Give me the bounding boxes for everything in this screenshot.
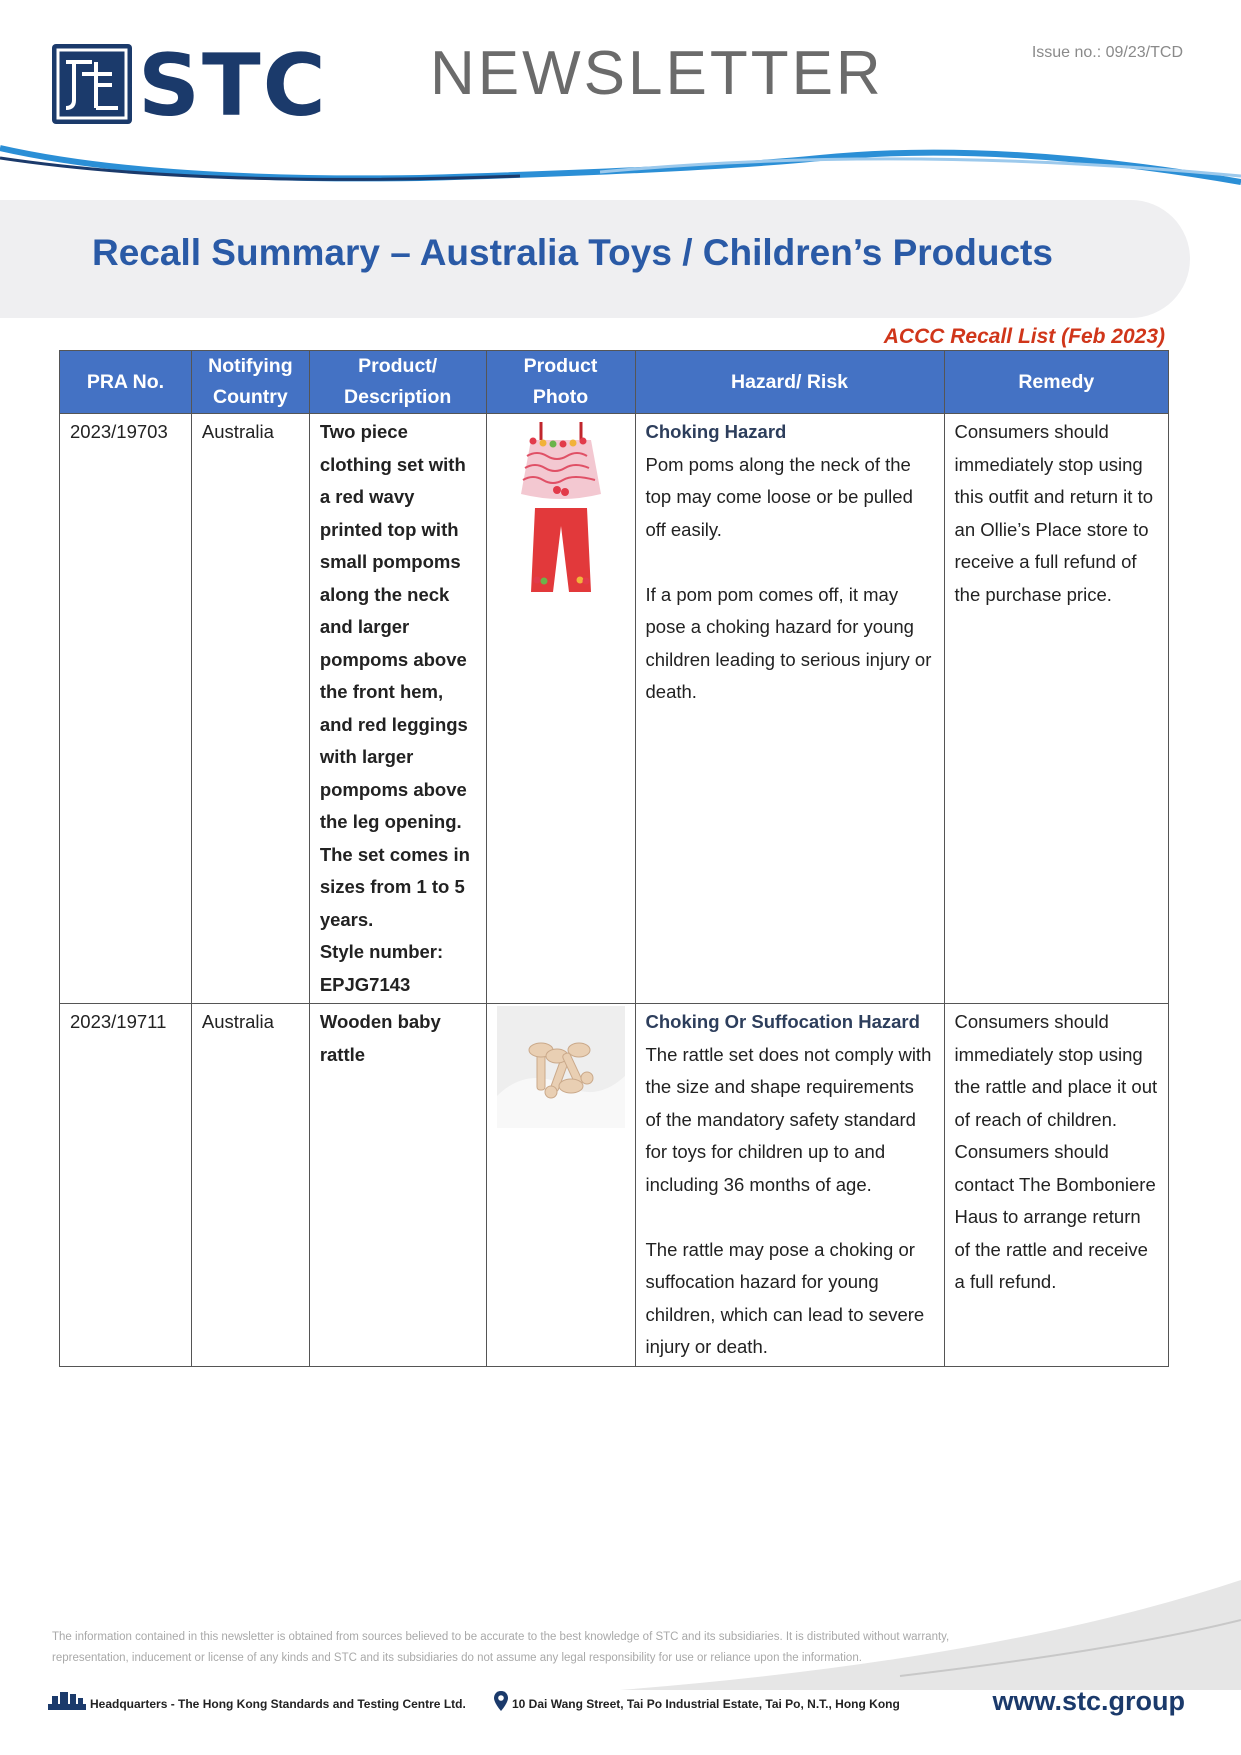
- hazard-risk: [635, 414, 944, 1004]
- headquarters: Headquarters - The Hong Kong Standards and Testing Centre Ltd.: [90, 1697, 466, 1711]
- page-title: Recall Summary – Australia Toys / Children’s Products: [92, 232, 1053, 273]
- pra-number: 2023/19703: [60, 414, 192, 1004]
- product-photo-cell: [486, 414, 635, 1004]
- table-header-row: [60, 351, 1169, 414]
- hazard-consequence: The rattle may pose a choking or suffocation hazard for young children, which can lead to severe injury or death.: [645, 1238, 925, 1357]
- hazard-risk: [635, 1004, 944, 1367]
- header-remedy: Remedy: [944, 351, 1168, 414]
- website-link[interactable]: www.stc.group: [992, 1686, 1185, 1716]
- newsletter-heading: NEWSLETTER: [430, 39, 884, 108]
- header-photo: Product Photo: [486, 351, 635, 414]
- notifying-country: Australia: [191, 414, 309, 1004]
- building-icon: [48, 1690, 86, 1710]
- location-pin-icon: [494, 1691, 508, 1711]
- table-row: [60, 414, 1169, 1004]
- issue-number: Issue no.: 09/23/TCD: [1031, 44, 1183, 61]
- stc-logo-text: STC: [138, 36, 328, 136]
- pra-number: 2023/19711: [60, 1004, 192, 1367]
- clothing-set-photo: [497, 416, 625, 602]
- wooden-rattle-photo: [497, 1006, 625, 1128]
- stc-logo: [52, 36, 352, 136]
- hazard-detail: Pom poms along the neck of the top may come loose or be pulled off easily.: [645, 453, 913, 540]
- address: 10 Dai Wang Street, Tai Po Industrial Estate, Tai Po, N.T., Hong Kong: [512, 1697, 900, 1711]
- stc-logo-mark: [52, 44, 132, 124]
- disclaimer: The information contained in this newsletter is obtained from sources believed to be accurate to the best knowledge of STC and its subsidiaries. It is distributed without warranty, representation, inducement or license of any kinds and STC and its subsidiaries do not assume any legal responsibility for use or reliance upon the information.: [52, 1631, 950, 1664]
- header-pra: PRA No.: [60, 351, 192, 414]
- remedy: Consumers should immediately stop using the rattle and place it out of reach of children. Consumers should contact The Bomboniere Haus to arrange return of the rattle and receive a full refund.: [944, 1004, 1168, 1367]
- product-photo-cell: [486, 1004, 635, 1367]
- hazard-consequence: If a pom pom comes off, it may pose a choking hazard for young children leading to serious injury or death.: [645, 583, 932, 702]
- description-text: Two piece clothing set with a red wavy printed top with small pompoms along the neck and larger pompoms above the front hem, and red leggings with larger pompoms above the leg opening. The set comes in sizes from 1 to 5 years.: [319, 421, 470, 930]
- header-product: Product/ Description: [309, 351, 486, 414]
- header-hazard: Hazard/ Risk: [635, 351, 944, 414]
- product-description: [309, 414, 486, 1004]
- header-country: Notifying Country: [191, 351, 309, 414]
- product-description: Wooden baby rattle: [309, 1004, 486, 1367]
- table-row: [60, 1004, 1169, 1367]
- hazard-title: Choking Hazard: [645, 421, 787, 442]
- style-number: Style number: EPJG7143: [319, 941, 444, 995]
- recall-list-label: ACCC Recall List (Feb 2023): [883, 325, 1165, 348]
- notifying-country: Australia: [191, 1004, 309, 1367]
- remedy: Consumers should immediately stop using this outfit and return it to an Ollie’s Place store to receive a full refund of the purchase price.: [944, 414, 1168, 1004]
- hazard-title: Choking Or Suffocation Hazard: [645, 1011, 920, 1032]
- hazard-detail: The rattle set does not comply with the size and shape requirements of the mandatory safety standard for toys for children up to and including 36 months of age.: [645, 1043, 932, 1195]
- recall-table: [59, 350, 1169, 1367]
- header-swoosh: [0, 130, 1241, 190]
